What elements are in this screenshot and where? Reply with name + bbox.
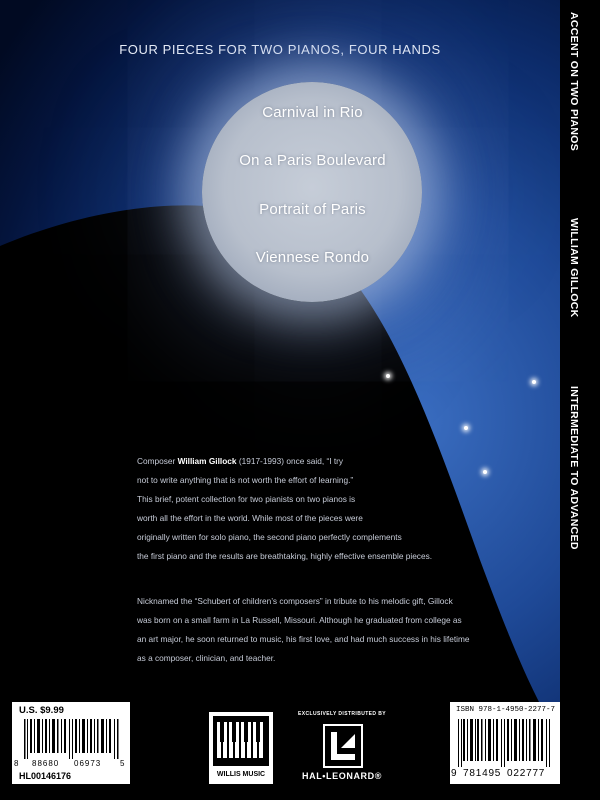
ean-barcode <box>458 719 554 769</box>
description-line: worth all the effort in the world. While most of the pieces were <box>137 513 363 523</box>
star <box>532 380 536 384</box>
distributor-name: HAL•LEONARD® <box>302 771 382 781</box>
publisher-name: WILLIS MUSIC <box>216 771 266 778</box>
spine-series-title: ACCENT ON TWO PIANOS <box>568 12 580 151</box>
item-code: HL00146176 <box>19 771 72 781</box>
willis-music-logo-icon <box>209 712 273 770</box>
upc-digit: 8 <box>14 759 19 768</box>
description-paragraph-2 <box>137 592 557 668</box>
hal-leonard-logo-icon <box>323 724 363 768</box>
ean-digit: 781495 <box>463 768 502 779</box>
description-line: Composer William Gillock (1917-1993) once said, “I try <box>137 456 344 466</box>
ean-digit: 9 <box>451 768 457 779</box>
book-spine <box>560 0 600 800</box>
description-line: the first piano and the results are breathtaking, highly effective ensemble pieces. <box>137 551 433 561</box>
description-line: an art major, he soon returned to music, his first love, and had much success in his lifetime <box>137 634 470 644</box>
description-line: was born on a small farm in La Russell, Missouri. Although he graduated from college as <box>137 615 462 625</box>
star <box>386 374 390 378</box>
upc-barcode <box>24 719 124 759</box>
composer-name: William Gillock <box>177 456 237 466</box>
isbn-barcode-box <box>450 702 560 784</box>
book-subtitle: FOUR PIECES FOR TWO PIANOS, FOUR HANDS <box>119 42 441 57</box>
price-label: U.S. $9.99 <box>19 705 64 716</box>
star <box>464 426 468 430</box>
piece-title-1: Carnival in Rio <box>262 104 363 121</box>
ean-digit: 022777 <box>507 768 546 779</box>
piece-title-3: Portrait of Paris <box>259 201 366 218</box>
willis-music-logo <box>209 712 273 784</box>
isbn-label: ISBN 978-1-4950-2277-7 <box>456 706 556 714</box>
upc-digit: 5 <box>120 759 125 768</box>
description-line: not to write anything that is not worth the effort of learning.” <box>137 475 354 485</box>
piece-title-4: Viennese Rondo <box>255 249 370 266</box>
description-line: originally written for solo piano, the second piano perfectly complements <box>137 532 402 542</box>
price-barcode-box <box>12 702 130 784</box>
description-line: This brief, potent collection for two pianists on two pianos is <box>137 494 356 504</box>
upc-digit: 88680 <box>32 759 60 768</box>
description-line: Nicknamed the “Schubert of children’s composers” in tribute to his melodic gift, Gillock <box>137 596 453 606</box>
upc-digit: 06973 <box>74 759 102 768</box>
spine-level: INTERMEDIATE TO ADVANCED <box>568 386 580 550</box>
description-line: as a composer, clinician, and teacher. <box>137 653 276 663</box>
description-paragraph-1 <box>137 452 557 566</box>
spine-author: WILLIAM GILLOCK <box>568 218 580 318</box>
distributor-label: EXCLUSIVELY DISTRIBUTED BY <box>298 711 386 717</box>
piece-title-2: On a Paris Boulevard <box>239 152 386 169</box>
